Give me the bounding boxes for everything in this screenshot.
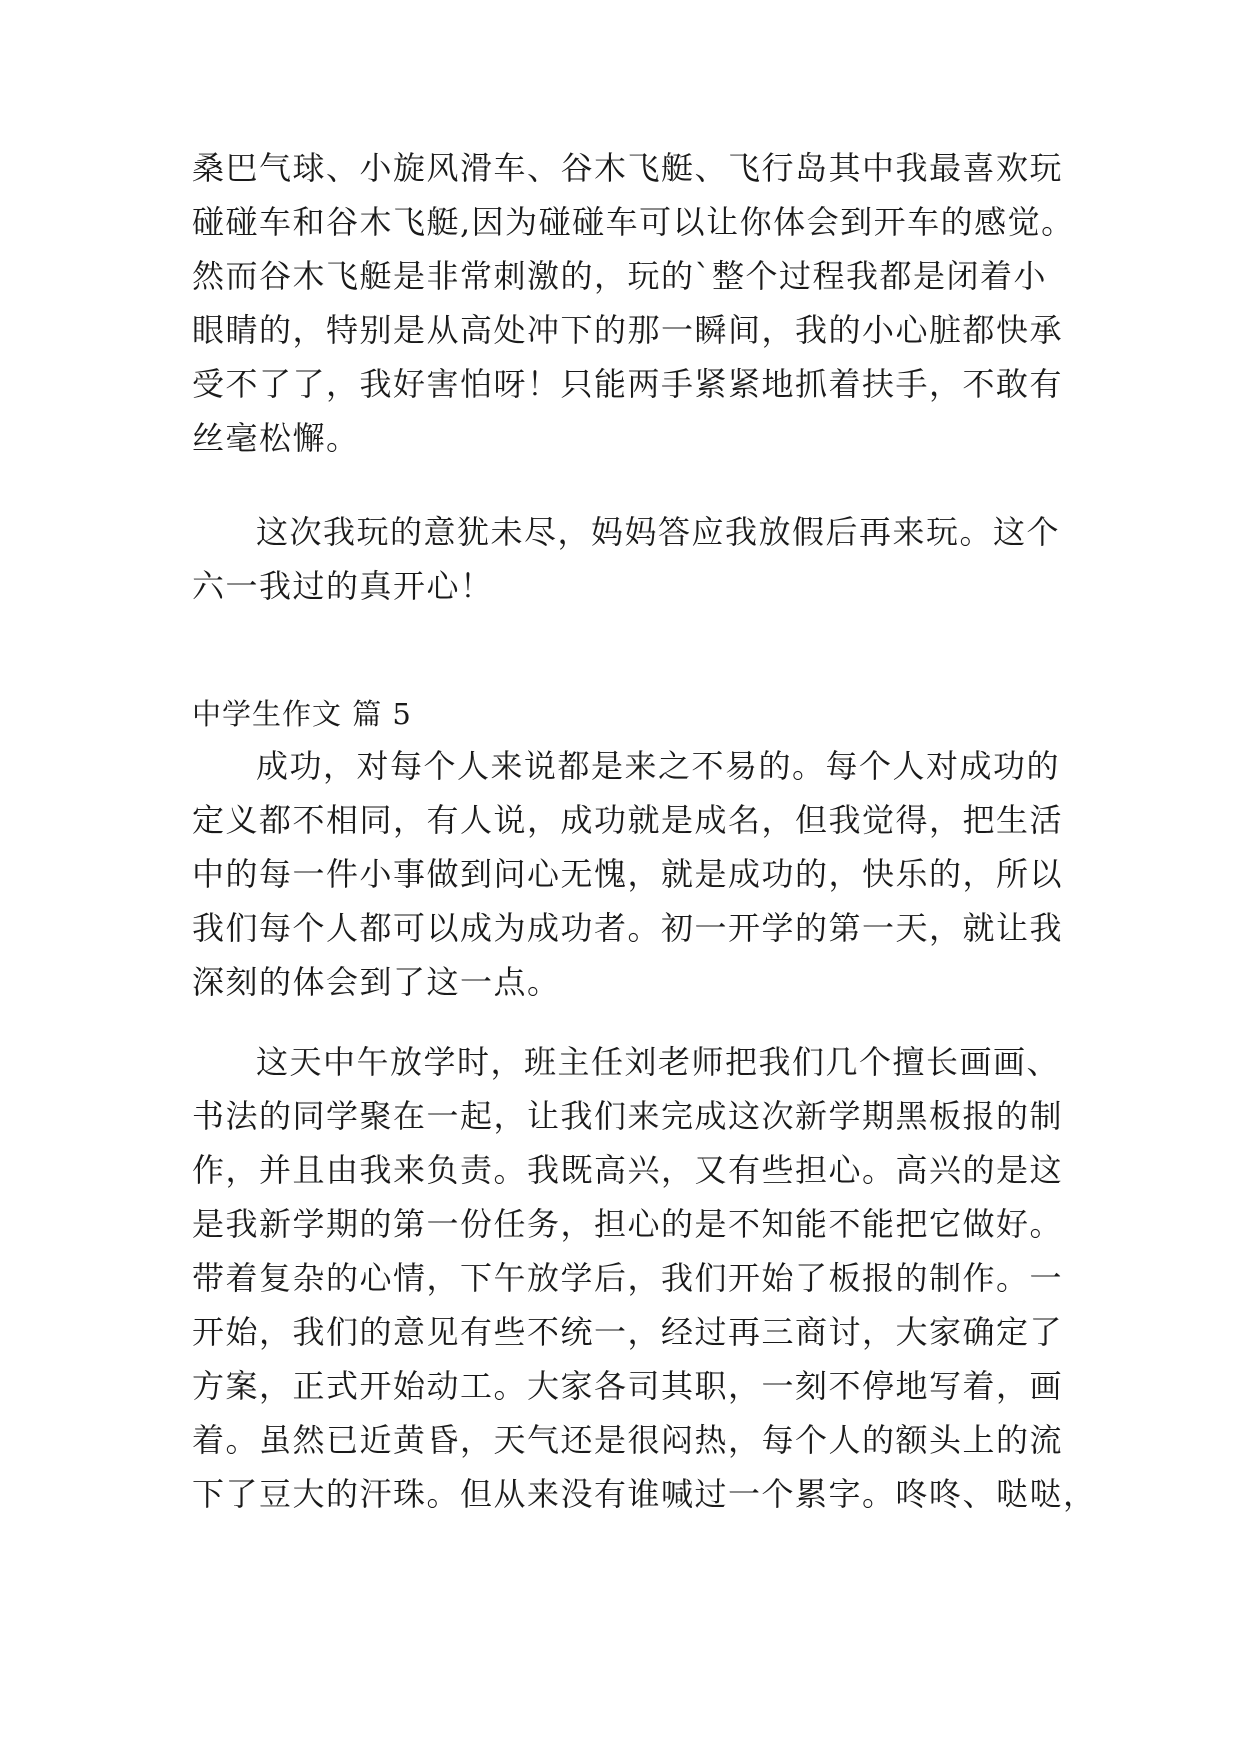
text-line: 桑巴气球、小旋风滑车、谷木飞艇、飞行岛其中我最喜欢玩	[192, 149, 1064, 187]
text-line: 深刻的体会到了这一点。	[192, 963, 561, 1001]
text-line: 带着复杂的心情，下午放学后，我们开始了板报的制作。一	[192, 1259, 1064, 1297]
text-line: 这天中午放学时，班主任刘老师把我们几个擅长画画、	[256, 1043, 1061, 1081]
section-heading: 中学生作文 篇 5	[192, 697, 412, 731]
text-line: 六一我过的真开心！	[192, 567, 494, 605]
text-line: 这次我玩的意犹未尽，妈妈答应我放假后再来玩。这个	[256, 513, 1061, 551]
text-line: 是我新学期的第一份任务，担心的是不知能不能把它做好。	[192, 1205, 1064, 1243]
text-line: 中的每一件小事做到问心无愧，就是成功的，快乐的，所以	[192, 855, 1064, 893]
text-line: 开始，我们的意见有些不统一，经过再三商讨，大家确定了	[192, 1313, 1064, 1351]
text-line: 碰碰车和谷木飞艇,因为碰碰车可以让你体会到开车的感觉。	[192, 203, 1075, 241]
text-line: 方案，正式开始动工。大家各司其职，一刻不停地写着，画	[192, 1367, 1064, 1405]
text-line: 定义都不相同，有人说，成功就是成名，但我觉得，把生活	[192, 801, 1064, 839]
text-line: 成功，对每个人来说都是来之不易的。每个人对成功的	[256, 747, 1061, 785]
text-line: 着。虽然已近黄昏，天气还是很闷热，每个人的额头上的流	[192, 1421, 1064, 1459]
text-line: 然而谷木飞艇是非常刺激的，玩的`整个过程我都是闭着小	[192, 257, 1048, 295]
text-line: 丝毫松懈。	[192, 419, 360, 457]
text-line: 下了豆大的汗珠。但从来没有谁喊过一个累字。咚咚、哒哒，	[192, 1475, 1097, 1513]
text-line: 眼睛的，特别是从高处冲下的那一瞬间，我的小心脏都快承	[192, 311, 1064, 349]
text-line: 受不了了，我好害怕呀！只能两手紧紧地抓着扶手，不敢有	[192, 365, 1064, 403]
text-line: 书法的同学聚在一起，让我们来完成这次新学期黑板报的制	[192, 1097, 1064, 1135]
text-line: 我们每个人都可以成为成功者。初一开学的第一天，就让我	[192, 909, 1064, 947]
text-line: 作，并且由我来负责。我既高兴，又有些担心。高兴的是这	[192, 1151, 1064, 1189]
